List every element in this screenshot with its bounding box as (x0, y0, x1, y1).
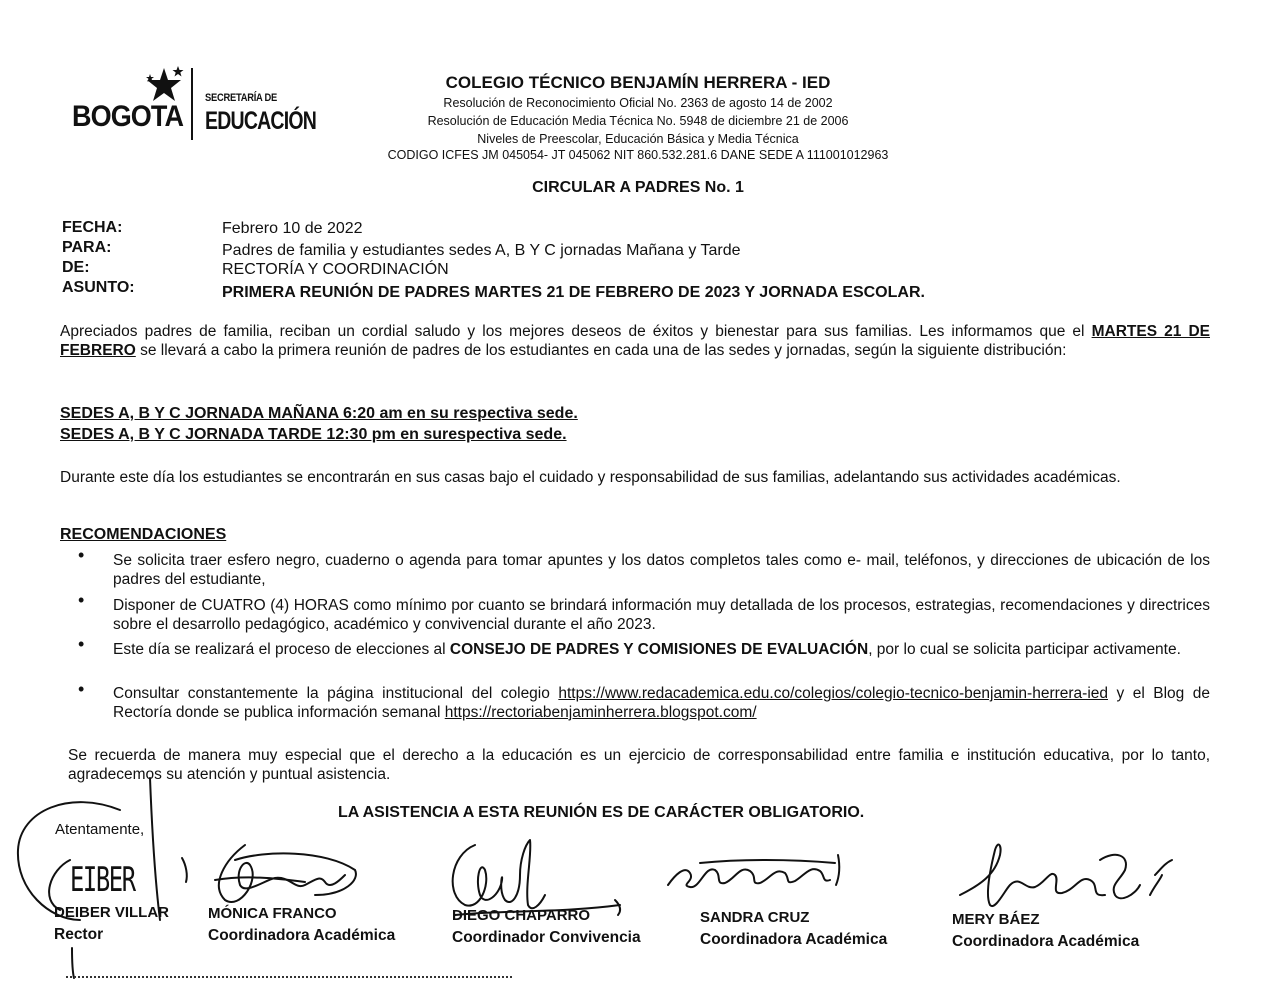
handwritten-initials: EIBER (70, 860, 135, 900)
intro-paragraph: Apreciados padres de familia, reciban un cordial saludo y los mejores deseos de éxitos y bienestar para sus familias. Les informamos que el MARTES 21 DE FEBRERO se llevará a cabo la primera reunión de padres de los estudiantes en cada una de las sedes y jornadas, según la siguiente distribución: (60, 323, 1210, 359)
signer-name-monica: MÓNICA FRANCO (208, 905, 337, 922)
school-website-link[interactable]: https://www.redacademica.edu.co/colegios/colegio-tecnico-benjamin-herrera-ied (558, 685, 1109, 702)
para-label: PARA: (62, 239, 112, 256)
sede-manana: SEDES A, B Y C JORNADA MAÑANA 6:20 am en su respectiva sede. (60, 405, 578, 422)
recomendacion-3: Este día se realizará el proceso de elecciones al CONSEJO DE PADRES Y COMISIONES DE EVALUACIÓN, por lo cual se solicita participar activamente. (113, 641, 1181, 658)
durante-paragraph: Durante este día los estudiantes se encontrarán en sus casas bajo el cuidado y responsabilidad de sus familias, adelantando sus actividades académicas. (60, 469, 1121, 486)
recomendacion-4: Consultar constantemente la página institucional del colegio https://www.redacademica.edu.co/colegios/colegio-tecnico-benjamin-herrera-ied y el Blog de Rectoría donde se publica información semanal https://rectoriabenjaminherrera.blogspot.com/ (113, 685, 1210, 721)
signer-name-sandra: SANDRA CRUZ (700, 909, 810, 926)
logo-educacion-text: EDUCACIÓN (205, 107, 317, 135)
bullet-3: • (78, 634, 85, 654)
recomendaciones-title: RECOMENDACIONES (60, 526, 227, 543)
recomendacion-1: Se solicita traer esfero negro, cuaderno o agenda para tomar apuntes y los datos completos tales como e- mail, teléfonos, y direcciones de ubicación de los padres del estudiante, (113, 552, 1210, 588)
signer-name-mery: MERY BÁEZ (952, 911, 1040, 928)
bullet-1: • (78, 545, 85, 565)
signer-name-rector: DEIBER VILLAR (54, 904, 170, 921)
logo-bogota-text: BOGOTA (72, 100, 184, 133)
asunto-value: PRIMERA REUNIÓN DE PADRES MARTES 21 DE FEBRERO DE 2023 Y JORNADA ESCOLAR. (222, 284, 925, 301)
signer-role-sandra: Coordinadora Académica (700, 931, 888, 948)
fecha-value: Febrero 10 de 2022 (222, 220, 363, 237)
signer-role-monica: Coordinadora Académica (208, 927, 396, 944)
atentamente: Atentamente, (55, 821, 145, 838)
para-value: Padres de familia y estudiantes sedes A, B Y C jornadas Mañana y Tarde (222, 242, 741, 259)
school-name: COLEGIO TÉCNICO BENJAMÍN HERRERA - IED (445, 73, 831, 92)
signer-role-diego: Coordinador Convivencia (452, 929, 641, 946)
logo-secretaria-text: SECRETARÍA DE (205, 92, 278, 104)
signer-name-diego: DIEGO CHAPARRO (452, 907, 591, 924)
obligatorio-notice: LA ASISTENCIA A ESTA REUNIÓN ES DE CARÁCTER OBLIGATORIO. (338, 804, 865, 821)
de-label: DE: (62, 259, 90, 276)
meeting-date-highlight: MARTES 21 DE FEBRERO (60, 323, 1210, 359)
signer-role-mery: Coordinadora Académica (952, 933, 1140, 950)
sede-tarde: SEDES A, B Y C JORNADA TARDE 12:30 pm en surespectiva sede. (60, 426, 567, 443)
header-line-4: CODIGO ICFES JM 045054- JT 045062 NIT 860.532.281.6 DANE SEDE A 111001012963 (387, 148, 889, 162)
header-line-1: Resolución de Reconocimiento Oficial No. 2363 de agosto 14 de 2002 (443, 96, 833, 110)
dotted-separator (66, 976, 512, 978)
logo-divider (191, 68, 193, 140)
bullet-2: • (78, 590, 85, 610)
header-line-2: Resolución de Educación Media Técnica No. 5948 de diciembre 21 de 2006 (427, 114, 849, 128)
bullet-4: • (78, 679, 85, 699)
circular-title: CIRCULAR A PADRES No. 1 (532, 179, 744, 196)
recomendacion-2: Disponer de CUATRO (4) HORAS como mínimo por cuanto se brindará información muy detallada de los procesos, estrategias, recomendaciones y directrices sobre el desarrollo pedagógico, académico y convivencial durante el año 2023. (113, 597, 1210, 633)
signer-role-rector: Rector (54, 926, 104, 943)
closing-paragraph: Se recuerda de manera muy especial que el derecho a la educación es un ejercicio de corresponsabilidad entre familia e institución educativa, por lo tanto, agradecemos su atención y puntual asistencia. (68, 747, 1210, 783)
de-value: RECTORÍA Y COORDINACIÓN (222, 261, 449, 278)
blog-link[interactable]: https://rectoriabenjaminherrera.blogspot.com/ (444, 704, 757, 721)
fecha-label: FECHA: (62, 219, 123, 236)
header-line-3: Niveles de Preescolar, Educación Básica y Media Técnica (477, 132, 799, 146)
signature-sandra-drawing (660, 845, 850, 905)
asunto-label: ASUNTO: (62, 279, 135, 296)
